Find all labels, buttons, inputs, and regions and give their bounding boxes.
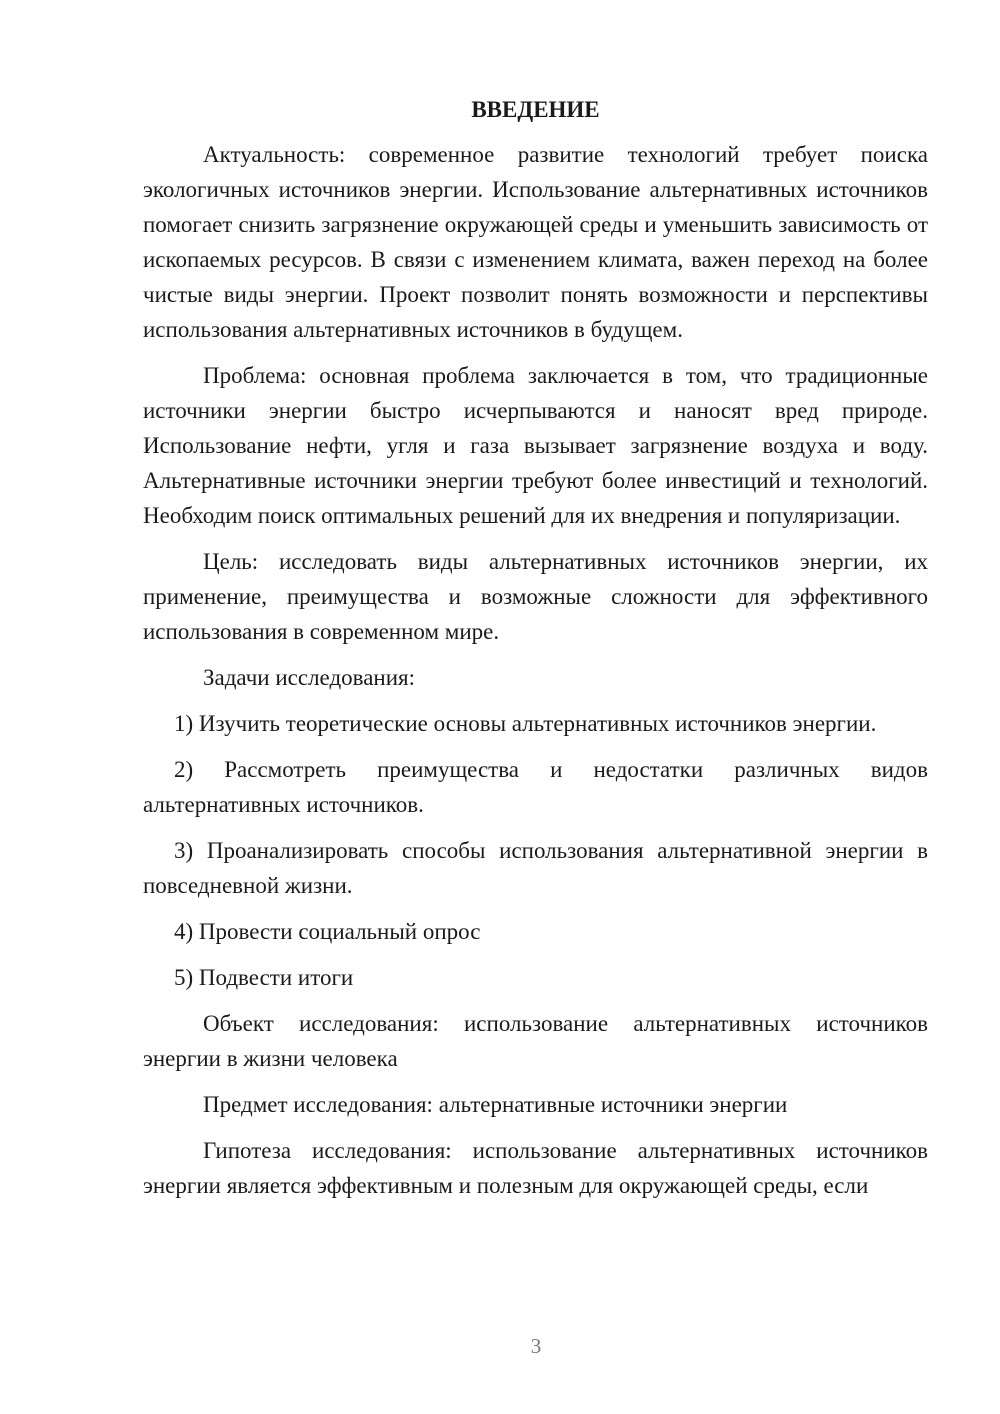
paragraph-tasks-heading: Задачи исследования: — [203, 665, 416, 690]
paragraph-relevance: Актуальность: современное развитие технологий требует поиска экологичных источников энергии. Использование альтернативных источников помогает снизить загрязнение окружающей среды и уменьшить зависимость от ископаемых ресурсов. В связи с изменением климата, важен переход на более чистые виды энергии. Проект позволит понять возможности и перспективы использования альтернативных источников в будущем. — [143, 142, 928, 342]
section-title: ВВЕДЕНИЕ — [471, 97, 600, 122]
paragraph-problem: Проблема: основная проблема заключается в том, что традиционные источники энергии быстро исчерпываются и наносят вред природе. Использование нефти, угля и газа вызывает загрязнение воздуха и воду. Альтернативные источники энергии требуют более инвестиций и технологий. Необходим поиск оптимальных решений для их внедрения и популяризации. — [143, 363, 928, 528]
task-item: 3) Проанализировать способы использования альтернативной энергии в повседневной жизни. — [143, 838, 928, 898]
task-item: 4) Провести социальный опрос — [174, 919, 481, 944]
paragraph-subject: Предмет исследования: альтернативные источники энергии — [203, 1092, 788, 1117]
task-item: 5) Подвести итоги — [174, 965, 354, 990]
page-number: 3 — [530, 1334, 542, 1358]
paragraph-hypothesis: Гипотеза исследования: использование альтернативных источников энергии является эффективным и полезным для окружающей среды, если — [143, 1138, 928, 1198]
paragraph-object: Объект исследования: использование альтернативных источников энергии в жизни человека — [143, 1011, 928, 1071]
task-item: 2) Рассмотреть преимущества и недостатки различных видов альтернативных источников. — [143, 757, 928, 817]
paragraph-goal: Цель: исследовать виды альтернативных источников энергии, их применение, преимущества и возможные сложности для эффективного использования в современном мире. — [143, 549, 928, 644]
page-content — [143, 92, 928, 1214]
task-item: 1) Изучить теоретические основы альтернативных источников энергии. — [174, 711, 877, 736]
